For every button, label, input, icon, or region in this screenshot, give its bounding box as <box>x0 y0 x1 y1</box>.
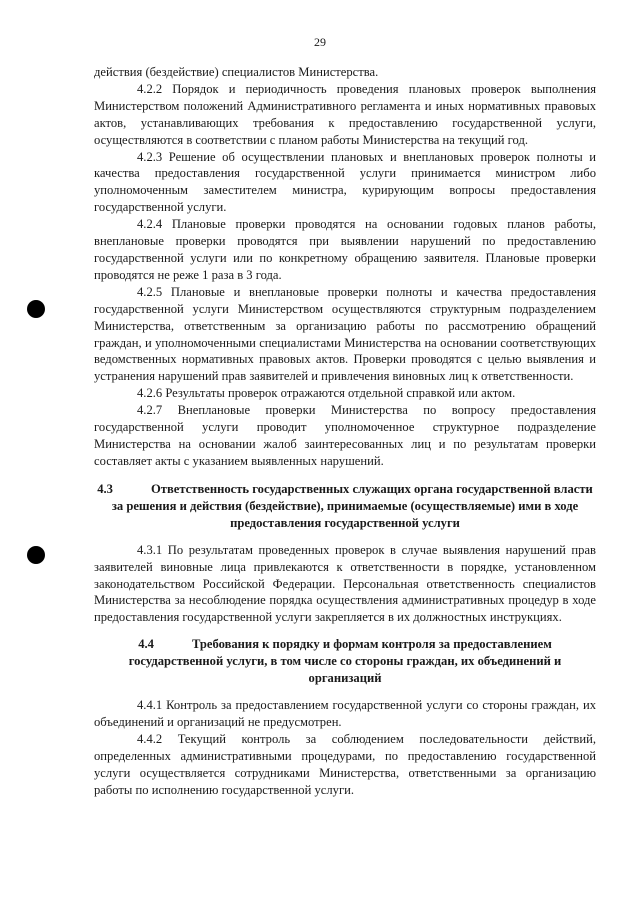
section-heading-4-3 <box>94 481 596 532</box>
section-number: 4.3 <box>97 481 113 496</box>
punch-hole-bottom <box>27 546 45 564</box>
paragraph-4-4-1: 4.4.1 Контроль за предоставлением государственной услуги со стороны граждан, их объединений и организаций не предусмотрен. <box>94 698 596 730</box>
paragraph-4-2-4: 4.2.4 Плановые проверки проводятся на основании годовых планов работы, внеплановые проверки проводятся при выявлении нарушений по предоставлению государственной услуги или по конкретному обращению заявителя. Плановые проверки проводятся не реже 1 раза в 3 года. <box>94 217 596 282</box>
section-title: Ответственность государственных служащих органа государственной власти за решения и действия (бездействие), принимаемые (осуществляемые) ими в ходе предоставления государственной услуги <box>111 481 593 530</box>
paragraph-4-2-5: 4.2.5 Плановые и внеплановые проверки полноты и качества предоставления государственной услуги Министерством осуществляются структурным подразделением Министерства, ответственным за организацию работы по рассмотрению обращений граждан, и уполномоченными специалистами Министерства на основании соответствующих ведомственных нормативных правовых актов. Проверки проводятся с целью выявления и устранения нарушений прав заявителей и привлечения виновных лиц к ответственности. <box>94 284 596 384</box>
paragraph-4-2-7: 4.2.7 Внеплановые проверки Министерства по вопросу предоставления государственной услуги проводит уполномоченное структурное подразделение Министерства на основании жалоб заинтересованных лиц и по результатам проверки составляет акты с указанием выявленных нарушений. <box>94 403 596 468</box>
section-title: Требования к порядку и формам контроля за предоставлением государственной услуги, в том числе со стороны граждан, их объединений и организаций <box>128 637 562 686</box>
paragraph-4-2-6: 4.2.6 Результаты проверок отражаются отдельной справкой или актом. <box>137 386 516 401</box>
page-number: 29 <box>314 35 326 49</box>
paragraph-continuation: действия (бездействие) специалистов Министерства. <box>94 65 379 79</box>
paragraph-4-2-3: 4.2.3 Решение об осуществлении плановых и внеплановых проверок полноты и качества предоставления государственной услуги принимается министром либо уполномоченным заместителем министра, курирующим вопросы предоставления государственной услуги. <box>94 149 596 215</box>
paragraph-4-2-2: 4.2.2 Порядок и периодичность проведения плановых проверок выполнения Министерством положений Административного регламента и иных нормативных правовых актов, устанавливающих требования к предоставлению государственной услуги, осуществляются в соответствии с планом работы Министерства на текущий год. <box>94 81 596 147</box>
paragraph-4-4-2: 4.4.2 Текущий контроль за соблюдением последовательности действий, определенных административными процедурами, по предоставлению государственной услуги осуществляется сотрудниками Министерства, ответственными за организацию работы по исполнению государственной услуги. <box>94 732 596 797</box>
section-heading-4-4 <box>94 636 596 687</box>
section-number: 4.4 <box>138 637 154 652</box>
punch-hole-top <box>27 300 45 318</box>
document-body <box>94 64 596 799</box>
paragraph-4-3-1: 4.3.1 По результатам проведенных проверок в случае выявления нарушений прав заявителей виновные лица привлекаются к ответственности в порядке, установленном законодательством Российской Федерации. Персональная ответственность специалистов Министерства за несоблюдение порядка осуществления административных процедур в ходе предоставления государственной услуги закрепляется в их должностных инструкциях. <box>94 542 596 625</box>
